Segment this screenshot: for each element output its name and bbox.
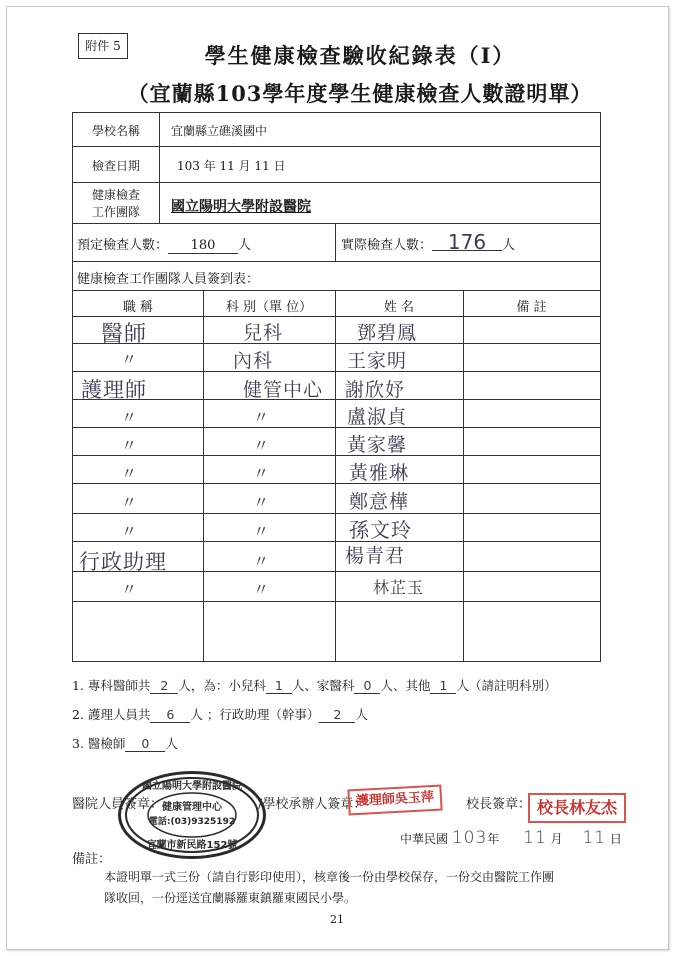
row-8-name: 孫文玲 (349, 518, 412, 542)
header-name: 姓 名 (383, 300, 415, 315)
row-1-title: 醫師 (101, 322, 148, 347)
school-value: 宜蘭縣立礁溪國中 (171, 124, 268, 138)
stamp-line-3: 電話:(03)9325192 (148, 817, 236, 827)
annex-label: 附件 5 (78, 33, 128, 59)
row-7-dept: 〃 (253, 493, 271, 512)
row-3-name: 謝欣妤 (345, 379, 406, 401)
header-title: 職 稱 (122, 300, 154, 315)
header-dept: 科 別（單 位） (225, 300, 313, 315)
date-value: 103 年 11 月 11 日 (177, 159, 286, 173)
row-6-name: 黃雅琳 (349, 462, 410, 484)
row-2-name: 王家明 (347, 350, 408, 372)
actual-count: 實際檢查人數： 176 人 (341, 230, 516, 254)
school-staff-stamp: 護理師吳玉萍 (347, 785, 442, 816)
row-9-name: 楊青君 (345, 545, 406, 567)
row-9-dept: 〃 (253, 552, 271, 571)
row-10-dept: 〃 (253, 580, 271, 599)
hospital-round-stamp (118, 771, 266, 859)
row-5-dept: 〃 (253, 436, 271, 455)
summary-line-1: 1. 專科醫師共 2 人，為：小兒科 1 人、家醫科 0 人、其他 1 人（請註明科別） (72, 678, 557, 693)
record-table (72, 112, 601, 662)
page-title: 學生健康檢查驗收紀錄表（Ⅰ） (204, 43, 516, 68)
team-value: 國立陽明大學附設醫院 (171, 199, 311, 215)
stamp-line-1: 國立陽明大學附設醫院 (142, 781, 242, 792)
row-5-name: 黃家馨 (347, 434, 408, 456)
actual-value: 176 (432, 234, 502, 251)
school-label: 學校名稱 (91, 124, 140, 138)
summary-line-2: 2. 護理人員共 6 人 ；行政助理（幹事） 2 人 (72, 707, 368, 722)
row-3-title: 護理師 (81, 378, 147, 402)
hospital-stamp-seal (121, 774, 263, 856)
header-remark: 備 註 (516, 300, 547, 315)
notes-label: 備註： (72, 852, 112, 867)
planned-count: 預定檢查人數： 180 人 (77, 238, 252, 253)
row-9-title: 行政助理 (79, 550, 167, 574)
planned-value: 180 (168, 238, 238, 254)
row-10-name: 林芷玉 (373, 578, 425, 597)
notes-text-2: 隊收回，一份逕送宜蘭縣羅東鎮羅東國民小學。 (104, 891, 357, 905)
row-1-name: 鄧碧鳳 (357, 322, 418, 344)
issue-date: 中華民國 103年 11 月 11 日 (400, 828, 622, 848)
stamp-line-2: 健康管理中心 (162, 802, 222, 813)
notes-text-1: 本證明單一式三份（請自行影印使用），核章後一份由學校保存，一份交由醫院工作團 (104, 870, 555, 884)
summary-line-3: 3. 醫檢師 0 人 (72, 736, 178, 751)
row-6-title: 〃 (121, 464, 139, 483)
page-subtitle: （宜蘭縣103學年度學生健康檢查人數證明單） (127, 81, 593, 106)
team-label: 健康檢查 工作團隊 (91, 188, 140, 219)
row-7-title: 〃 (121, 493, 139, 512)
row-10-title: 〃 (121, 580, 139, 599)
principal-stamp: 校長林友杰 (528, 793, 626, 823)
row-4-name: 盧淑貞 (347, 406, 408, 428)
page-number: 21 (330, 913, 344, 926)
date-label: 檢查日期 (91, 159, 140, 173)
row-2-dept: 內科 (233, 350, 274, 372)
row-1-dept: 兒科 (243, 322, 284, 344)
row-7-name: 鄭意樺 (349, 491, 410, 513)
school-sign-label: /學校承辦人簽章： (258, 797, 367, 812)
row-6-dept: 〃 (253, 464, 271, 483)
row-2-title: 〃 (121, 350, 139, 369)
stamp-line-4: 宜蘭市新民路152號 (146, 840, 238, 851)
row-8-title: 〃 (121, 522, 139, 541)
row-4-title: 〃 (121, 408, 139, 427)
signin-heading: 健康檢查工作團隊人員簽到表： (77, 272, 260, 287)
principal-sign-label: 校長簽章： (466, 797, 532, 812)
row-4-dept: 〃 (253, 408, 271, 427)
row-3-dept: 健管中心 (243, 379, 324, 401)
row-5-title: 〃 (121, 436, 139, 455)
row-8-dept: 〃 (253, 522, 271, 541)
hospital-sign-label: 醫院人員簽章： (72, 797, 164, 812)
